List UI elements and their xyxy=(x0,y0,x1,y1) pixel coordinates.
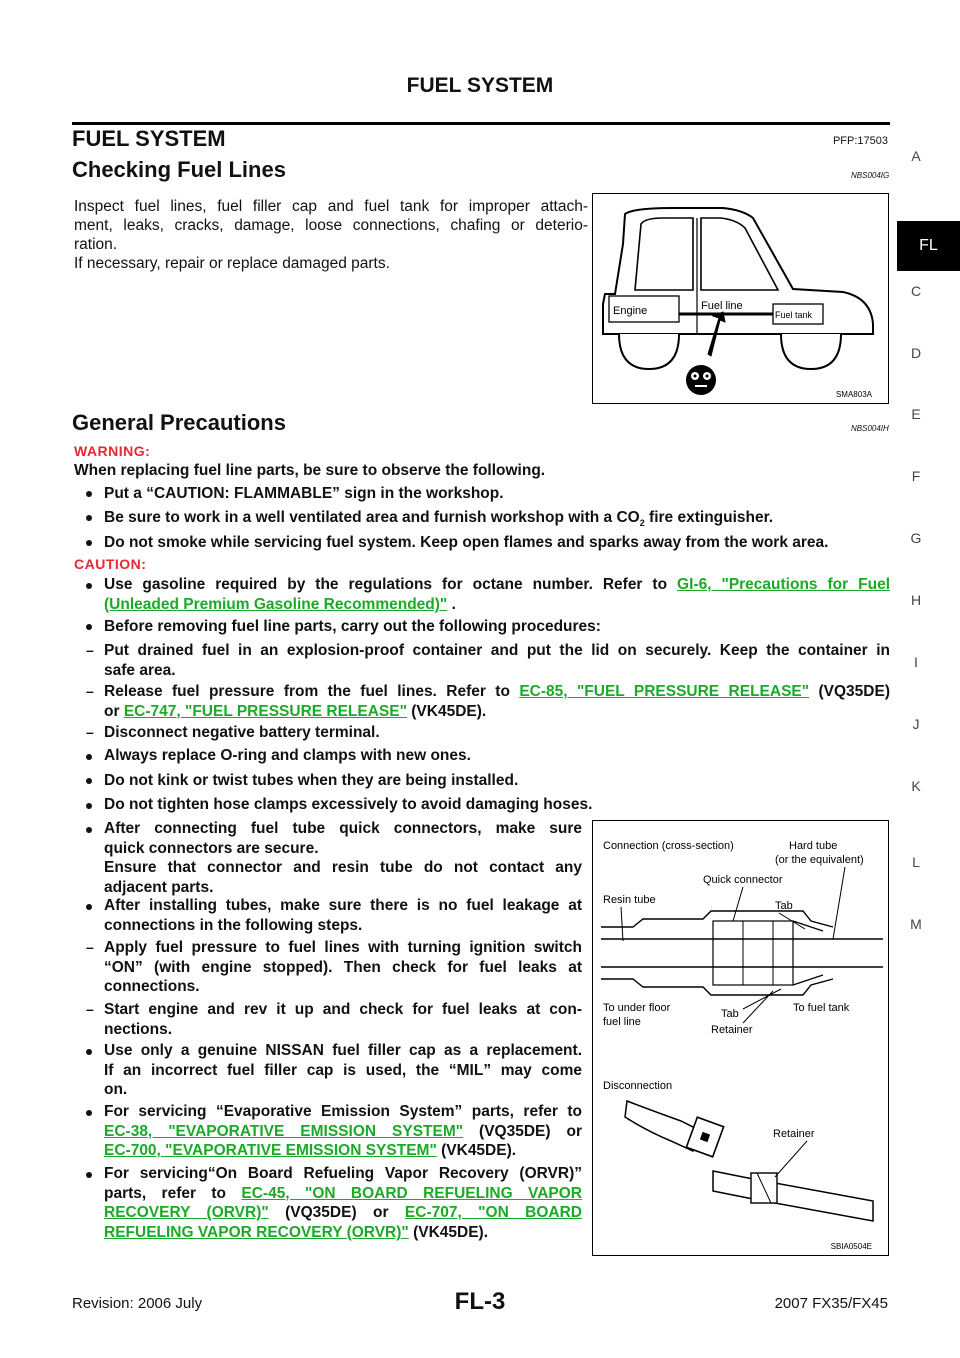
label-retainer-2: Retainer xyxy=(773,1128,815,1140)
side-tab-h[interactable]: H xyxy=(910,592,922,608)
label-quick-connector: Quick connector xyxy=(703,874,783,886)
bullet xyxy=(86,803,92,809)
bullet xyxy=(86,540,92,546)
label-resin-tube: Resin tube xyxy=(603,894,656,906)
link-ec45-cont[interactable]: RECOVERY (ORVR)" xyxy=(104,1204,269,1221)
bullet xyxy=(86,583,92,589)
warning-item-sign: Put a “CAUTION: FLAMMABLE” sign in the workshop. xyxy=(104,485,504,502)
connector-diagram xyxy=(593,821,888,1255)
precautions-title: General Precautions xyxy=(72,410,286,435)
figure2-id: SBIA0504E xyxy=(830,1242,872,1251)
link-gi6-cont[interactable]: (Unleaded Premium Gasoline Recommended)" xyxy=(104,595,448,613)
caution-label: CAUTION: xyxy=(74,556,147,572)
caution-disconnect-battery: Disconnect negative battery terminal. xyxy=(104,724,380,741)
caution-oring: Always replace O-ring and clamps with new ones. xyxy=(104,747,471,764)
warning-item-ventilation: Be sure to work in a well ventilated area and furnish workshop with a $CO_2$ fire extinguisher. xyxy=(104,509,774,529)
link-ec700[interactable]: EC-700, "EVAPORATIVE EMISSION SYSTEM" xyxy=(104,1142,437,1159)
link-gi6[interactable]: GI-6, "Precautions for Fuel xyxy=(677,576,891,593)
caution-orvr: For servicing“On Board Refueling Vapor Recovery (ORVR)” parts, refer to EC-45, "ON BOARD REFUELING VAPOR RECOVERY (ORVR)" (VQ35DE) or EC-707, "ON BOARD REFUELING VAPOR RECOVERY (ORVR)" (VK45DE). xyxy=(104,1165,582,1241)
page-number: FL-3 xyxy=(454,1288,506,1315)
label-connection: Connection (cross-section) xyxy=(603,840,734,852)
caution-quick-connectors: After connecting fuel tube quick connectors, make sure quick connectors are secure. Ensure that connector and resin tube do not contact any adjacent parts. xyxy=(104,820,582,896)
label-to-fuel-tank: To fuel tank xyxy=(793,1002,850,1014)
side-tab-a[interactable]: A xyxy=(911,148,921,164)
footer-revision: Revision: 2006 July xyxy=(72,1295,203,1312)
warning-label: WARNING: xyxy=(74,443,151,459)
side-tab-l[interactable]: L xyxy=(912,854,920,870)
label-tab-bottom: Tab xyxy=(721,1008,739,1020)
caution-drain-fuel: Put drained fuel in an explosion-proof container and put the lid on securely. Keep the container in safe area. xyxy=(104,642,890,679)
caution-start-engine: Start engine and rev it up and check for fuel leaks at con- nections. xyxy=(104,1001,582,1038)
label-tab-top: Tab xyxy=(775,900,793,912)
footer-model: 2007 FX35/FX45 xyxy=(774,1295,888,1312)
figure-quick-connector xyxy=(592,820,889,1256)
side-tab-j[interactable]: J xyxy=(912,716,920,732)
running-title: FUEL SYSTEM xyxy=(406,74,554,97)
label-hard-tube: Hard tube xyxy=(789,840,838,852)
fuel-tank-label: Fuel tank xyxy=(775,310,813,320)
precautions-code: NBS004IH xyxy=(851,424,889,433)
bullet xyxy=(86,827,92,833)
link-ec707[interactable]: EC-707, "ON BOARD xyxy=(404,1204,582,1221)
checking-title: Checking Fuel Lines xyxy=(72,157,286,182)
link-ec38[interactable]: EC-38, "EVAPORATIVE EMISSION SYSTEM" xyxy=(104,1122,464,1140)
pfp-code: PFP:17503 xyxy=(832,135,888,147)
bullet xyxy=(86,1110,92,1116)
label-fuel-line: fuel line xyxy=(603,1016,641,1028)
side-tab-fl[interactable]: FL xyxy=(897,221,960,271)
engine-label: Engine xyxy=(613,305,648,317)
caution-apply-pressure: Apply fuel pressure to fuel lines with turning ignition switch “ON” (with engine stopped). Then check for fuel leaks at connections. xyxy=(104,939,582,995)
warning-text: When replacing fuel line parts, be sure to observe the following. xyxy=(74,462,546,479)
fuel-line-label: Fuel line xyxy=(701,300,743,312)
caution-after-installing: After installing tubes, make sure there is no fuel leakage at connections in the following steps. xyxy=(104,897,582,934)
bullet xyxy=(86,1049,92,1055)
caution-before-removing: Before removing fuel line parts, carry out the following procedures: xyxy=(104,618,601,635)
checking-code: NBS004IG xyxy=(851,171,890,180)
caution-hose-clamps: Do not tighten hose clamps excessively to avoid damaging hoses. xyxy=(104,796,593,813)
bullet xyxy=(86,754,92,760)
warning-item-smoking: Do not smoke while servicing fuel system. Keep open flames and sparks away from the work area. xyxy=(104,534,829,551)
bullet xyxy=(86,515,92,521)
side-tab-c[interactable]: C xyxy=(910,283,922,299)
caution-gasoline: Use gasoline required by the regulations for octane number. Refer to GI-6, "Precautions for Fuel (Unleaded Premium Gasoline Recommended)" . xyxy=(104,576,891,613)
label-retainer: Retainer xyxy=(711,1024,753,1036)
side-tab-i[interactable]: I xyxy=(914,654,918,670)
link-ec45[interactable]: EC-45, "ON BOARD REFUELING VAPOR xyxy=(241,1184,582,1202)
bullet xyxy=(86,491,92,497)
bullet xyxy=(86,624,92,630)
label-under-floor: To under floor xyxy=(603,1002,671,1014)
bullet xyxy=(86,904,92,910)
figure1-id: SMA803A xyxy=(835,390,872,399)
caution-release-pressure: Release fuel pressure from the fuel lines. Refer to EC-85, "FUEL PRESSURE RELEASE" (VQ35DE) or EC-747, "FUEL PRESSURE RELEASE" (VK45DE). xyxy=(104,683,890,720)
label-disconnection: Disconnection xyxy=(603,1080,673,1092)
checking-text: Inspect fuel lines, fuel filler cap and fuel tank for improper attach- ment, leaks, cracks, damage, loose connections, chafing or deterio- ration. If necessary, repair or replace damaged parts. xyxy=(74,198,588,272)
caution-filler-cap: Use only a genuine NISSAN fuel filler cap as a replacement. If an incorrect fuel filler cap is used, the “MIL” may come on. xyxy=(104,1042,582,1098)
car-diagram xyxy=(593,194,888,403)
caution-kink: Do not kink or twist tubes when they are being installed. xyxy=(104,772,519,789)
side-tab-m[interactable]: M xyxy=(910,916,922,932)
bullet xyxy=(86,778,92,784)
side-tab-g[interactable]: G xyxy=(910,530,922,546)
side-tab-k[interactable]: K xyxy=(911,778,921,794)
side-tab-d[interactable]: D xyxy=(910,345,922,361)
side-tab-f[interactable]: F xyxy=(911,468,921,484)
link-ec747[interactable]: EC-747, "FUEL PRESSURE RELEASE" xyxy=(123,702,407,720)
caution-evap: For servicing “Evaporative Emission System” parts, refer to EC-38, "EVAPORATIVE EMISSION SYSTEM" (VQ35DE) or EC-700, "EVAPORATIVE EMISSION SYSTEM" (VK45DE). xyxy=(104,1103,582,1159)
link-ec85[interactable]: EC-85, "FUEL PRESSURE RELEASE" xyxy=(519,683,810,700)
figure-car-fuel-lines xyxy=(592,193,889,404)
bullet xyxy=(86,1172,92,1178)
side-tab-e[interactable]: E xyxy=(911,406,921,422)
section-title: FUEL SYSTEM xyxy=(72,126,226,151)
link-ec707-cont[interactable]: REFUELING VAPOR RECOVERY (ORVR)" xyxy=(104,1223,409,1241)
label-equiv: (or the equivalent) xyxy=(775,854,864,866)
header-rule xyxy=(72,122,890,125)
